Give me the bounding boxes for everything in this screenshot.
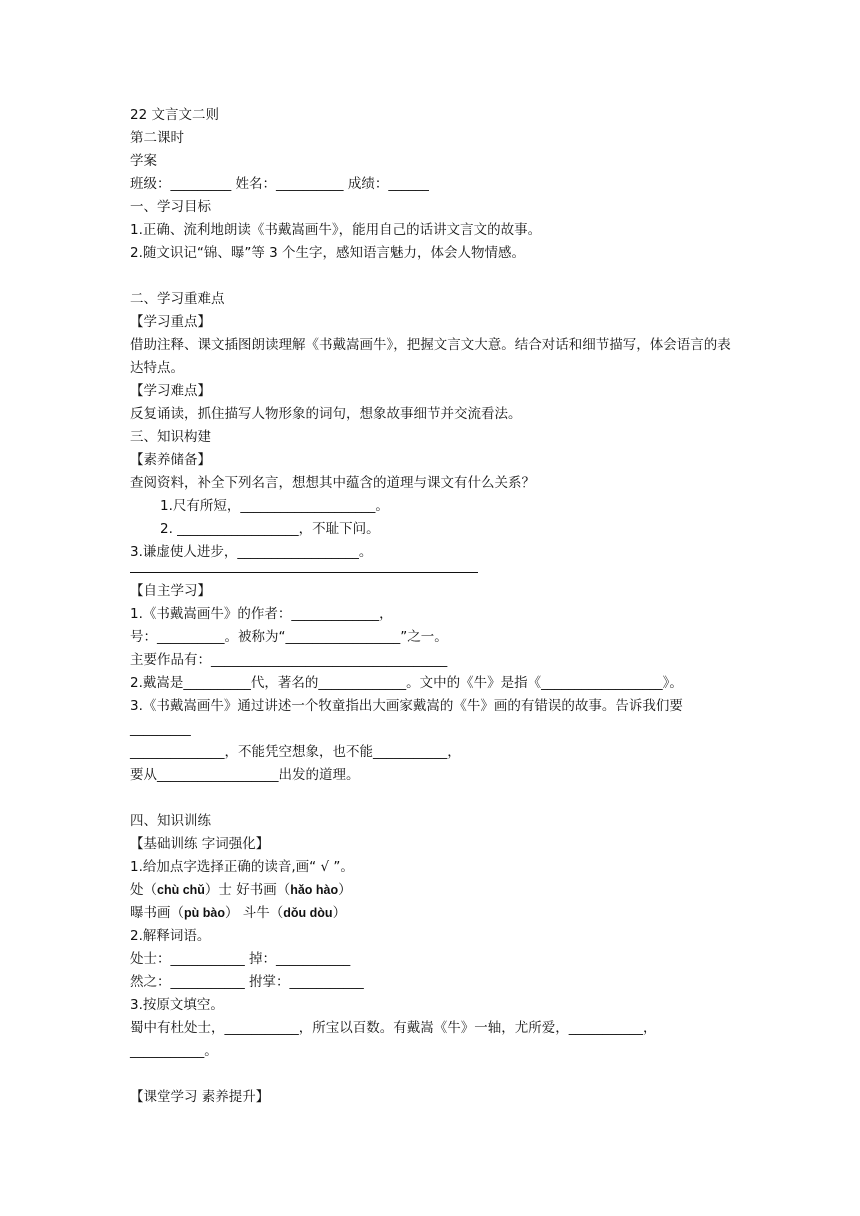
lesson-period: 第二课时	[130, 130, 184, 146]
ex1-row1-text-a: 处（	[130, 882, 157, 898]
section-heading-key-points: 二、学习重难点	[130, 291, 225, 307]
quote-3: 3.谦虚使人进步，__________________。	[130, 544, 373, 560]
question-3-part-1: 3.《书戴嵩画牛》通过讲述一个牧童指出大画家戴嵩的《牛》画的有错误的故事。告诉我们要_________	[130, 698, 683, 737]
ex1-row1-text-b: ）士 好书画（	[204, 882, 291, 898]
focus-label: 【学习重点】	[130, 314, 211, 330]
question-1-author: 1.《书戴嵩画牛》的作者：_____________，	[130, 606, 393, 622]
self-study-label: 【自主学习】	[130, 583, 211, 599]
reserve-prompt: 查阅资料，补全下列名言，想想其中蕴含的道理与课文有什么关系？	[130, 475, 535, 491]
ex1-row2-text-b: ） 斗牛（	[224, 905, 284, 921]
goal-1: 1.正确、流利地朗读《书戴嵩画牛》，能用自己的话讲文言文的故事。	[130, 222, 542, 238]
exercise-3-prompt: 3.按原文填空。	[130, 997, 224, 1013]
ex1-row1-pinyin-1: chù chǔ	[157, 883, 205, 897]
section-heading-goals: 一、学习目标	[130, 199, 211, 215]
reserve-label: 【素养储备】	[130, 452, 211, 468]
class-study-label: 【课堂学习 素养提升】	[130, 1089, 270, 1105]
lesson-title: 22 文言文二则	[130, 107, 219, 123]
quote-1: 1.尺有所短，____________________。	[160, 498, 389, 514]
exercise-1-row-2	[130, 902, 740, 925]
exercise-3-text-2: ___________。	[130, 1043, 218, 1059]
exercise-2-prompt: 2.解释词语。	[130, 928, 211, 944]
divider-line	[130, 572, 478, 573]
question-3-part-3: 要从__________________出发的道理。	[130, 767, 360, 783]
ex1-row2-pinyin-2: dǒu dòu	[283, 906, 333, 920]
question-2: 2.戴嵩是__________代，著名的_____________。文中的《牛》是指《__________________》。	[130, 675, 683, 691]
question-3-part-2: ______________，不能凭空想象，也不能___________，	[130, 744, 461, 760]
ex1-row1-text-c: ）	[338, 882, 352, 898]
question-1-works: 主要作品有：___________________________________	[130, 652, 448, 668]
exercise-1-row-1	[130, 879, 740, 902]
ex1-row1-pinyin-2: hǎo hào	[290, 883, 339, 897]
doc-type: 学案	[130, 153, 157, 169]
difficulty-text: 反复诵读，抓住描写人物形象的词句，想象故事细节并交流看法。	[130, 406, 522, 422]
section-heading-knowledge: 三、知识构建	[130, 429, 211, 445]
exercise-2-row-2: 然之：___________ 拊掌：___________	[130, 974, 364, 990]
ex1-row2-text-c: ）	[332, 905, 347, 921]
section-heading-training: 四、知识训练	[130, 813, 211, 829]
goal-2: 2.随文识记“锦、曝”等 3 个生字，感知语言魅力，体会人物情感。	[130, 245, 526, 261]
ex1-row2-pinyin-1: pù bào	[184, 906, 225, 920]
basic-training-label: 【基础训练 字词强化】	[130, 836, 270, 852]
difficulty-label: 【学习难点】	[130, 383, 211, 399]
exercise-1-prompt: 1.给加点字选择正确的读音,画“ √ ”。	[130, 859, 354, 875]
student-info-line: 班级：_________ 姓名：__________ 成绩：______	[130, 176, 429, 192]
question-1-pen-name: 号：__________。被称为“_________________”之一。	[130, 629, 448, 645]
ex1-row2-text-a: 曝书画（	[130, 905, 184, 921]
exercise-2-row-1: 处士：___________ 掉：___________	[130, 951, 351, 967]
exercise-3-text-1: 蜀中有杜处士，___________，所宝以百数。有戴嵩《牛》一轴，尤所爱，___________，	[130, 1020, 657, 1036]
focus-text: 借助注释、课文插图朗读理解《书戴嵩画牛》，把握文言文大意。结合对话和细节描写，体会语言的表达特点。	[130, 337, 731, 376]
quote-2: 2. __________________，不耻下问。	[160, 521, 380, 537]
